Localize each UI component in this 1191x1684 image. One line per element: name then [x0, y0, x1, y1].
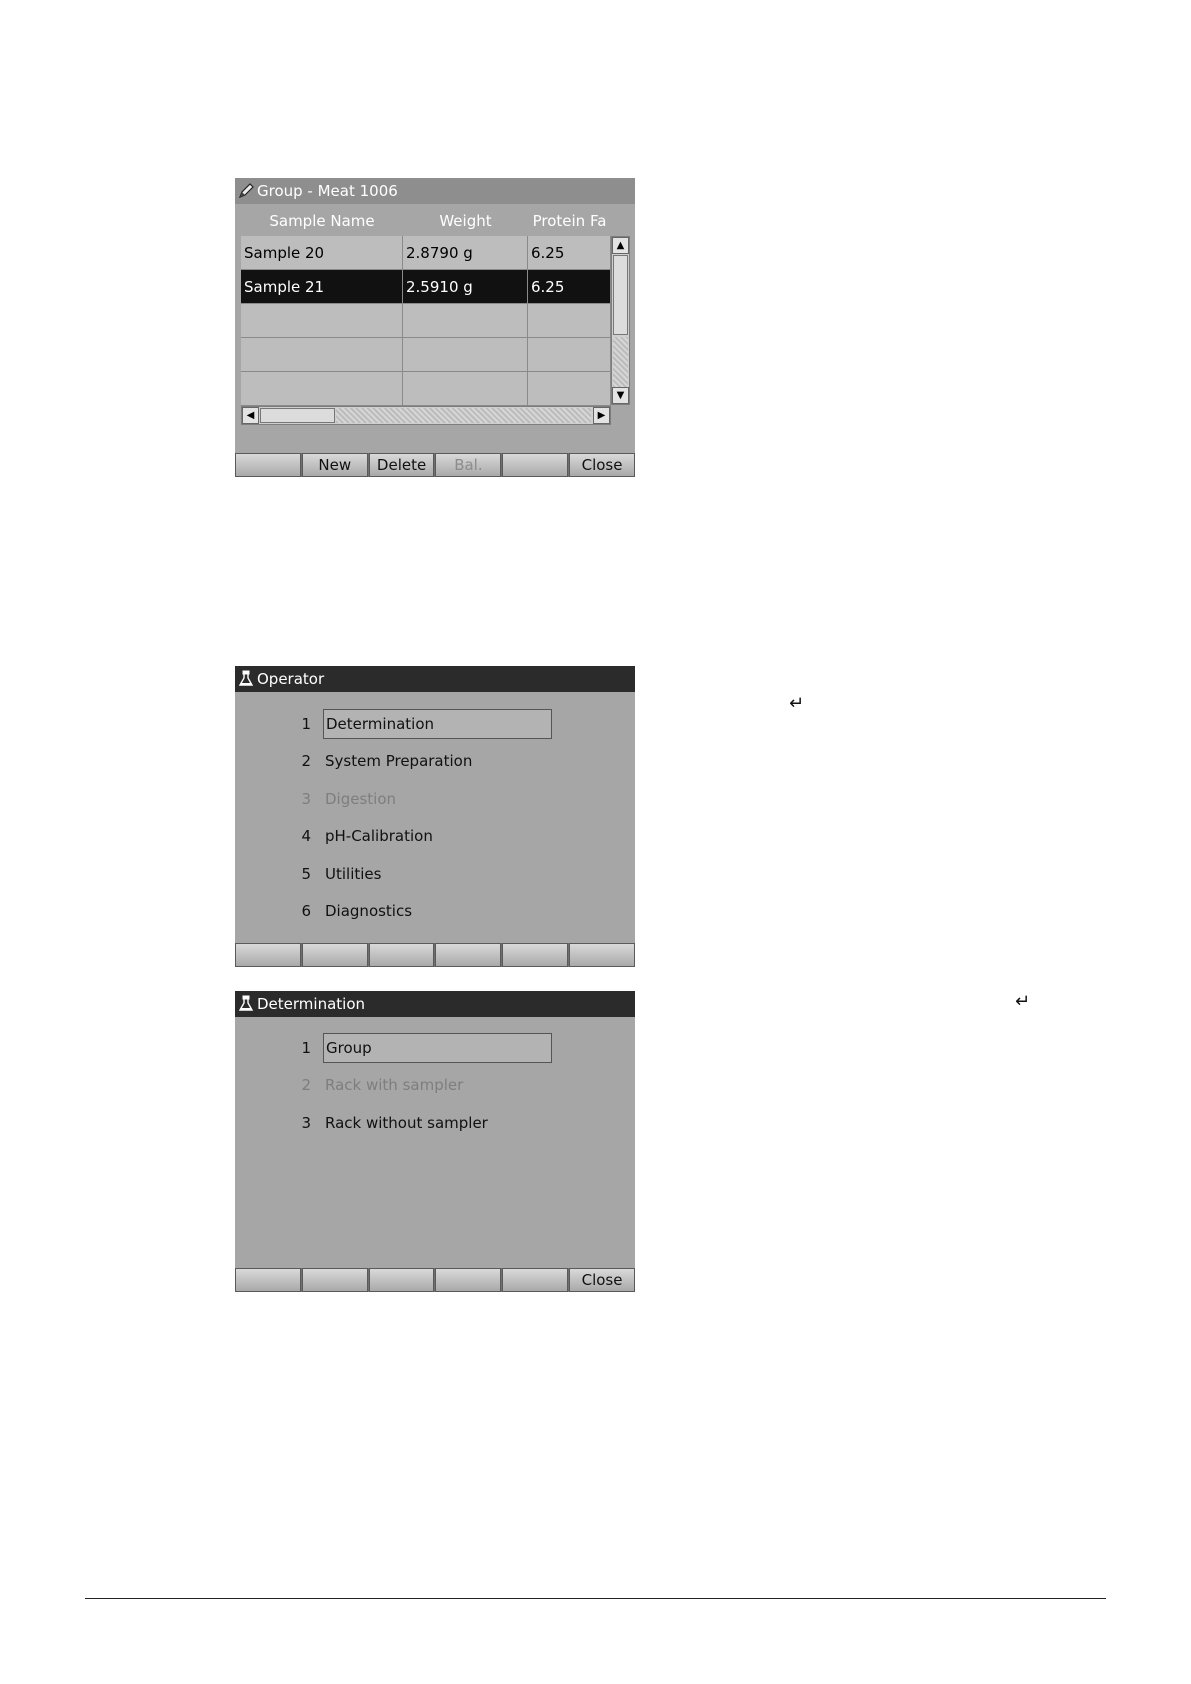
horizontal-scrollbar[interactable]: [241, 406, 611, 425]
sample-name-cell[interactable]: Sample 21: [241, 270, 403, 303]
enter-key-icon: ↵: [1015, 991, 1031, 1012]
scroll-right-arrow-icon[interactable]: ▶: [593, 407, 610, 424]
delete-button[interactable]: Delete: [369, 453, 435, 477]
weight-cell[interactable]: [403, 372, 528, 405]
menu-item-label: System Preparation: [325, 752, 473, 770]
balance-button[interactable]: Bal.: [435, 453, 501, 477]
weight-cell[interactable]: 2.5910 g: [403, 270, 528, 303]
menu-item-number: 2: [301, 752, 311, 770]
menu-item-number: 1: [301, 715, 311, 733]
menu-item-determination[interactable]: [235, 708, 635, 740]
footer-divider: [85, 1598, 1106, 1599]
operator-screen: [235, 666, 635, 967]
vertical-scroll-track[interactable]: [613, 337, 628, 387]
pencil-icon: [237, 182, 255, 200]
softkey-4[interactable]: [435, 1268, 501, 1292]
weight-cell[interactable]: 2.8790 g: [403, 236, 528, 269]
menu-item-label: Group: [323, 1033, 552, 1063]
close-button[interactable]: Close: [569, 1268, 635, 1292]
menu-item-label: Digestion: [325, 790, 397, 808]
table-row[interactable]: [241, 372, 611, 406]
softkey-1[interactable]: [235, 943, 301, 967]
menu-item-number: 6: [301, 902, 311, 920]
menu-item-ph-calibration[interactable]: [235, 820, 635, 852]
menu-item-rack-with-sampler: [235, 1069, 635, 1101]
menu-item-label: Diagnostics: [325, 902, 413, 920]
menu-item-digestion: [235, 783, 635, 815]
softkey-3[interactable]: [369, 1268, 435, 1292]
protein-factor-cell[interactable]: 6.25: [528, 236, 611, 269]
menu-item-label: Rack without sampler: [325, 1114, 488, 1132]
scroll-down-arrow-icon[interactable]: ▼: [612, 387, 629, 404]
new-button[interactable]: New: [302, 453, 368, 477]
menu-item-label: Rack with sampler: [325, 1076, 464, 1094]
menu-item-system-preparation[interactable]: [235, 745, 635, 777]
sample-name-cell[interactable]: [241, 372, 403, 405]
softkey-bar: [235, 943, 635, 967]
flask-icon: [237, 995, 255, 1013]
softkey-2[interactable]: [302, 1268, 368, 1292]
column-header-sample-name[interactable]: Sample Name: [269, 212, 375, 230]
table-row[interactable]: [241, 338, 611, 372]
menu-item-number: 2: [301, 1076, 311, 1094]
softkey-1[interactable]: [235, 1268, 301, 1292]
menu-item-group[interactable]: [235, 1032, 635, 1064]
softkey-bar: [235, 453, 635, 477]
softkey-5[interactable]: [502, 453, 568, 477]
menu-item-number: 5: [301, 865, 311, 883]
sample-name-cell[interactable]: [241, 304, 403, 337]
softkey-2[interactable]: [302, 943, 368, 967]
table-row-selected[interactable]: [241, 270, 611, 304]
sample-table: [241, 236, 611, 406]
determination-title: Determination: [257, 995, 366, 1013]
menu-item-number: 1: [301, 1039, 311, 1057]
group-screen: [235, 178, 635, 477]
scroll-left-arrow-icon[interactable]: ◀: [242, 407, 259, 424]
protein-factor-cell[interactable]: 6.25: [528, 270, 611, 303]
group-title: Group - Meat 1006: [257, 182, 398, 200]
sample-name-cell[interactable]: [241, 338, 403, 371]
softkey-5[interactable]: [502, 943, 568, 967]
operator-title: Operator: [257, 670, 325, 688]
determination-title-bar: [235, 991, 635, 1017]
menu-item-number: 4: [301, 827, 311, 845]
table-header: [241, 208, 611, 234]
enter-key-icon: ↵: [789, 693, 805, 714]
protein-factor-cell[interactable]: [528, 338, 611, 371]
menu-item-label: Utilities: [325, 865, 382, 883]
column-header-protein-factor[interactable]: Protein Fa: [532, 212, 607, 230]
determination-screen: [235, 991, 635, 1292]
softkey-1[interactable]: [235, 453, 301, 477]
softkey-5[interactable]: [502, 1268, 568, 1292]
menu-item-rack-without-sampler[interactable]: [235, 1107, 635, 1139]
menu-item-utilities[interactable]: [235, 858, 635, 890]
softkey-3[interactable]: [369, 943, 435, 967]
vertical-scroll-thumb[interactable]: [613, 255, 628, 335]
table-row[interactable]: [241, 236, 611, 270]
flask-icon: [237, 670, 255, 688]
protein-factor-cell[interactable]: [528, 372, 611, 405]
menu-item-label: pH-Calibration: [325, 827, 433, 845]
scroll-up-arrow-icon[interactable]: ▲: [612, 237, 629, 254]
weight-cell[interactable]: [403, 338, 528, 371]
menu-item-number: 3: [301, 790, 311, 808]
softkey-4[interactable]: [435, 943, 501, 967]
close-button[interactable]: Close: [569, 453, 635, 477]
menu-item-number: 3: [301, 1114, 311, 1132]
table-row[interactable]: [241, 304, 611, 338]
vertical-scrollbar[interactable]: [611, 236, 630, 405]
group-title-bar: [235, 178, 635, 204]
menu-item-label: Determination: [323, 709, 552, 739]
menu-item-diagnostics[interactable]: [235, 895, 635, 927]
horizontal-scroll-thumb[interactable]: [260, 408, 335, 423]
softkey-bar: [235, 1268, 635, 1292]
sample-name-cell[interactable]: Sample 20: [241, 236, 403, 269]
softkey-6[interactable]: [569, 943, 635, 967]
protein-factor-cell[interactable]: [528, 304, 611, 337]
column-header-weight[interactable]: Weight: [439, 212, 492, 230]
horizontal-scroll-track[interactable]: [336, 408, 591, 423]
weight-cell[interactable]: [403, 304, 528, 337]
operator-title-bar: [235, 666, 635, 692]
